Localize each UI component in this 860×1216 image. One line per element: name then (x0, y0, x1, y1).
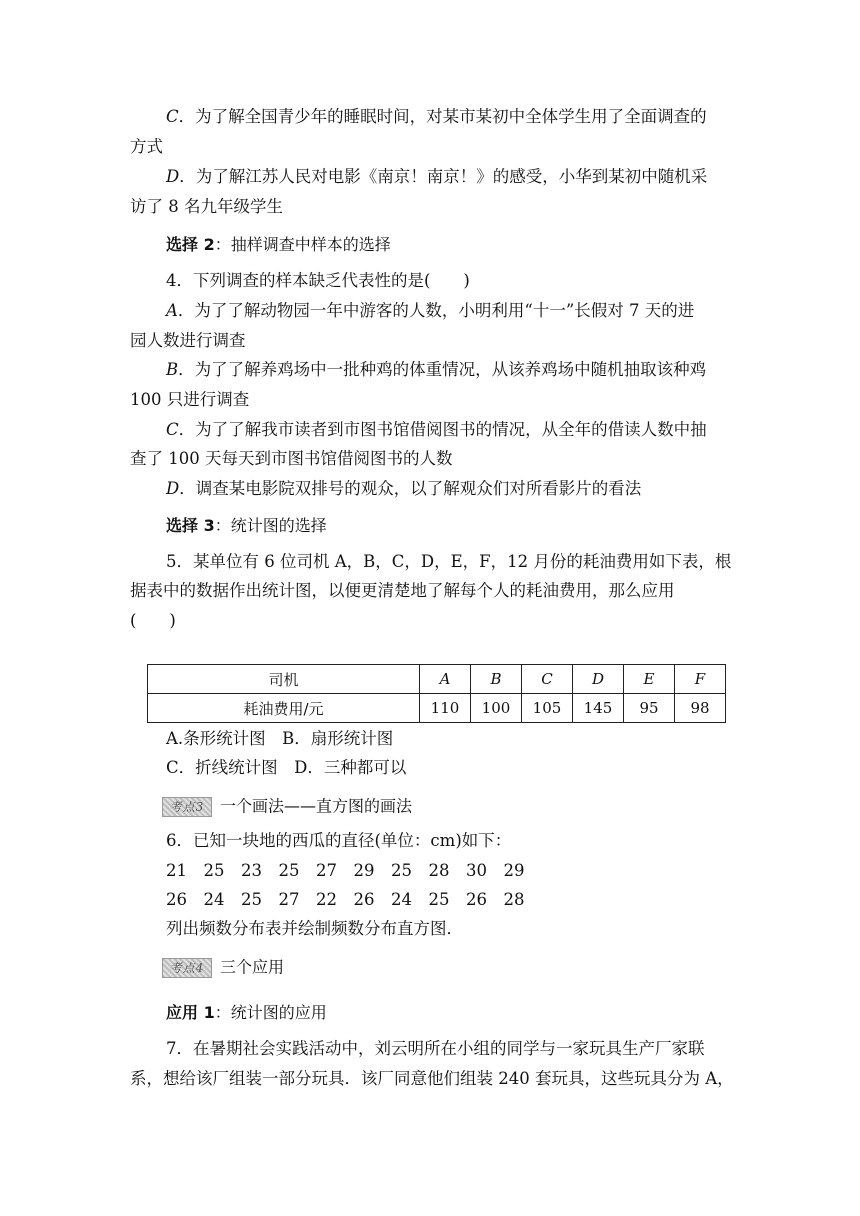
fuel-cost-table (147, 664, 726, 723)
table-cell: 105 (522, 694, 573, 723)
table-cell: D (573, 665, 624, 694)
kd3-heading: 考点3 一个画法——直方图的画法 (162, 795, 412, 819)
table-cell: C (522, 665, 573, 694)
q5-options-line2: C．折线统计图 D．三种都可以 (166, 758, 407, 777)
q6-data-row1: 21 25 23 25 27 29 25 28 30 29 (166, 861, 525, 880)
table-row (148, 665, 726, 694)
q5-options-line1: A.条形统计图 B．扇形统计图 (166, 729, 394, 748)
section-heading-choice2: 选择 2：抽样调查中样本的选择 (166, 235, 391, 254)
q5-stem-line3: ( ) (130, 611, 176, 630)
kd3-badge-icon: 考点3 (162, 797, 212, 817)
kd4-badge-icon: 考点4 (162, 958, 212, 978)
q5-stem-line1: 5．某单位有 6 位司机 A，B，C，D，E，F，12 月份的耗油费用如下表，根 (166, 552, 732, 571)
q6-instruction: 列出频数分布表并绘制频数分布直方图． (166, 919, 463, 938)
q6-stem: 6．已知一块地的西瓜的直径(单位：cm)如下： (166, 831, 512, 850)
q4-option-a-line2: 园人数进行调查 (130, 331, 246, 350)
q7-line2: 系，想给该厂组装一部分玩具．该厂同意他们组装 240 套玩具，这些玩具分为 A， (130, 1069, 734, 1088)
q4-option-a-line1: A．为了了解动物园一年中游客的人数，小明利用“十一”长假对 7 天的进 (166, 301, 695, 320)
table-header-cost: 耗油费用/元 (148, 694, 420, 723)
q4-stem: 4．下列调查的样本缺乏代表性的是( ) (166, 271, 470, 290)
q7-line1: 7．在暑期社会实践活动中，刘云明所在小组的同学与一家玩具生产厂家联 (166, 1039, 705, 1058)
table-cell: E (624, 665, 675, 694)
table-cell: 98 (675, 694, 726, 723)
kd4-heading: 考点4 三个应用 (162, 956, 284, 980)
table-row (148, 694, 726, 723)
table-cell: 100 (471, 694, 522, 723)
q3-option-d-line1: D．为了解江苏人民对电影《南京！南京！》的感受，小华到某初中随机采 (166, 167, 708, 186)
table-cell: F (675, 665, 726, 694)
q3-option-c-line1: C．为了解全国青少年的睡眠时间，对某市某初中全体学生用了全面调查的 (166, 107, 707, 126)
table-cell: B (471, 665, 522, 694)
q3-option-d-line2: 访了 8 名九年级学生 (130, 197, 283, 216)
q6-data-row2: 26 24 25 27 22 26 24 25 26 28 (166, 890, 525, 909)
table-cell: 95 (624, 694, 675, 723)
q4-option-b-line2: 100 只进行调查 (130, 390, 250, 409)
table-cell: 145 (573, 694, 624, 723)
q5-stem-line2: 据表中的数据作出统计图，以便更清楚地了解每个人的耗油费用，那么应用 (130, 581, 675, 600)
section-heading-app1: 应用 1：统计图的应用 (166, 1003, 327, 1022)
table-header-driver: 司机 (148, 665, 420, 694)
q4-option-d-line1: D．调查某电影院双排号的观众，以了解观众们对所看影片的看法 (166, 479, 642, 498)
q4-option-c-line1: C．为了了解我市读者到市图书馆借阅图书的情况，从全年的借读人数中抽 (166, 420, 707, 439)
table-cell: 110 (420, 694, 471, 723)
q4-option-b-line1: B．为了了解养鸡场中一批种鸡的体重情况，从该养鸡场中随机抽取该种鸡 (166, 360, 707, 379)
q4-option-c-line2: 查了 100 天每天到市图书馆借阅图书的人数 (130, 449, 453, 468)
table-cell: A (420, 665, 471, 694)
section-heading-choice3: 选择 3：统计图的选择 (166, 516, 327, 535)
q3-option-c-line2: 方式 (130, 137, 163, 156)
